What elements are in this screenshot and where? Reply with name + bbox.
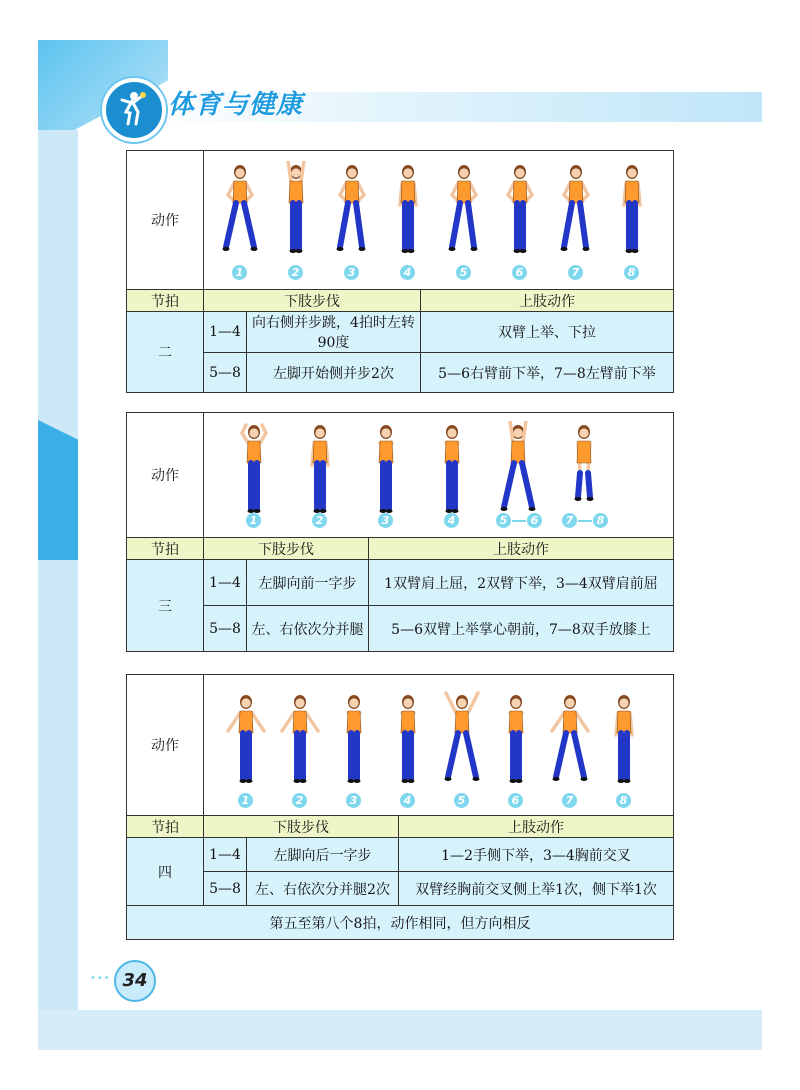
dancer-figure bbox=[300, 421, 340, 525]
left-margin-tab bbox=[38, 420, 78, 560]
dancer-figure bbox=[280, 691, 320, 795]
beat-header: 节拍 bbox=[127, 290, 204, 312]
step-number-badge: 1 bbox=[246, 513, 261, 528]
upper-header: 上肢动作 bbox=[399, 816, 674, 838]
footer-note: 第五至第八个8拍，动作相同，但方向相反 bbox=[127, 906, 674, 940]
step-number-badge: 6 bbox=[508, 793, 523, 808]
dancer-figure bbox=[550, 691, 590, 795]
dancer-figure bbox=[496, 691, 536, 795]
lower-cell: 左脚向前一字步 bbox=[247, 560, 369, 606]
dancer-figure bbox=[334, 691, 374, 795]
step-number-badge: 8 bbox=[624, 265, 639, 280]
drill-table-3 bbox=[126, 412, 674, 652]
lower-cell: 向右侧并步跳，4拍时左转90度 bbox=[247, 312, 421, 353]
step-number-badge: 3 bbox=[344, 265, 359, 280]
dancer-figure bbox=[366, 421, 406, 525]
step-number-badge: 1 bbox=[232, 265, 247, 280]
bottom-margin-band bbox=[38, 1010, 762, 1050]
figure-strip bbox=[204, 675, 674, 816]
figure-strip bbox=[204, 413, 674, 538]
drill-table-4 bbox=[126, 674, 674, 940]
step-number-badge: 1 bbox=[238, 793, 253, 808]
drill-table-2 bbox=[126, 150, 674, 393]
dancer-figure bbox=[332, 161, 372, 265]
upper-cell: 5—6双臂上举掌心朝前，7—8双手放膝上 bbox=[369, 606, 674, 652]
dancer-figure bbox=[612, 161, 652, 265]
left-margin-band bbox=[38, 130, 78, 1050]
dancer-figure bbox=[388, 691, 428, 795]
action-label: 动作 bbox=[127, 413, 204, 538]
step-range-badge: 7 8 bbox=[562, 513, 608, 528]
beat-header: 节拍 bbox=[127, 816, 204, 838]
upper-cell: 1双臂肩上屈，2双臂下举，3—4双臂肩前屈 bbox=[369, 560, 674, 606]
beat-cell: 1—4 bbox=[204, 312, 247, 353]
action-label: 动作 bbox=[127, 151, 204, 290]
upper-cell: 双臂经胸前交叉侧上举1次，侧下举1次 bbox=[399, 872, 674, 906]
dancer-figure bbox=[604, 691, 644, 795]
beat-cell: 5—8 bbox=[204, 353, 247, 393]
lower-header: 下肢步伐 bbox=[204, 816, 399, 838]
upper-cell: 双臂上举、下拉 bbox=[421, 312, 674, 353]
dancer-figure bbox=[500, 161, 540, 265]
lower-cell: 左、右依次分并腿 bbox=[247, 606, 369, 652]
step-number-badge: 2 bbox=[292, 793, 307, 808]
dancer-figure bbox=[388, 161, 428, 265]
dancer-figure bbox=[226, 691, 266, 795]
step-number-badge: 5 bbox=[456, 265, 471, 280]
lower-header: 下肢步伐 bbox=[204, 290, 421, 312]
section-number: 三 bbox=[127, 560, 204, 652]
upper-header: 上肢动作 bbox=[421, 290, 674, 312]
page-number: 34 bbox=[114, 960, 156, 1002]
step-number-badge: 4 bbox=[444, 513, 459, 528]
step-number-badge: 2 bbox=[312, 513, 327, 528]
dancer-figure bbox=[276, 161, 316, 265]
beat-cell: 1—4 bbox=[204, 560, 247, 606]
basketball-player-icon bbox=[102, 78, 166, 142]
dancer-figure bbox=[442, 691, 482, 795]
step-number-badge: 2 bbox=[288, 265, 303, 280]
lower-cell: 左脚开始侧并步2次 bbox=[247, 353, 421, 393]
dancer-figure bbox=[498, 421, 538, 525]
dancer-figure bbox=[220, 161, 260, 265]
beat-cell: 5—8 bbox=[204, 872, 247, 906]
dancer-figure bbox=[234, 421, 274, 525]
beat-cell: 1—4 bbox=[204, 838, 247, 872]
lower-header: 下肢步伐 bbox=[204, 538, 369, 560]
step-number-badge: 7 bbox=[568, 265, 583, 280]
beat-cell: 5—8 bbox=[204, 606, 247, 652]
step-range-badge: 5 6 bbox=[496, 513, 542, 528]
step-number-badge: 4 bbox=[400, 793, 415, 808]
dancer-figure bbox=[444, 161, 484, 265]
section-number: 四 bbox=[127, 838, 204, 906]
upper-cell: 5—6右臂前下举，7—8左臂前下举 bbox=[421, 353, 674, 393]
step-number-badge: 6 bbox=[512, 265, 527, 280]
lower-cell: 左、右依次分并腿2次 bbox=[247, 872, 399, 906]
step-number-badge: 4 bbox=[400, 265, 415, 280]
book-title: 体育与健康 bbox=[168, 90, 304, 120]
step-number-badge: 3 bbox=[378, 513, 393, 528]
upper-header: 上肢动作 bbox=[369, 538, 674, 560]
dancer-figure bbox=[432, 421, 472, 525]
lower-cell: 左脚向后一字步 bbox=[247, 838, 399, 872]
dancer-figure bbox=[556, 161, 596, 265]
step-number-badge: 5 bbox=[454, 793, 469, 808]
step-number-badge: 7 bbox=[562, 793, 577, 808]
figure-strip bbox=[204, 151, 674, 290]
dancer-figure bbox=[564, 421, 604, 525]
step-number-badge: 8 bbox=[616, 793, 631, 808]
upper-cell: 1—2手侧下举，3—4胸前交叉 bbox=[399, 838, 674, 872]
action-label: 动作 bbox=[127, 675, 204, 816]
step-number-badge: 3 bbox=[346, 793, 361, 808]
page-dots: ••• bbox=[90, 973, 111, 984]
section-number: 二 bbox=[127, 312, 204, 393]
beat-header: 节拍 bbox=[127, 538, 204, 560]
